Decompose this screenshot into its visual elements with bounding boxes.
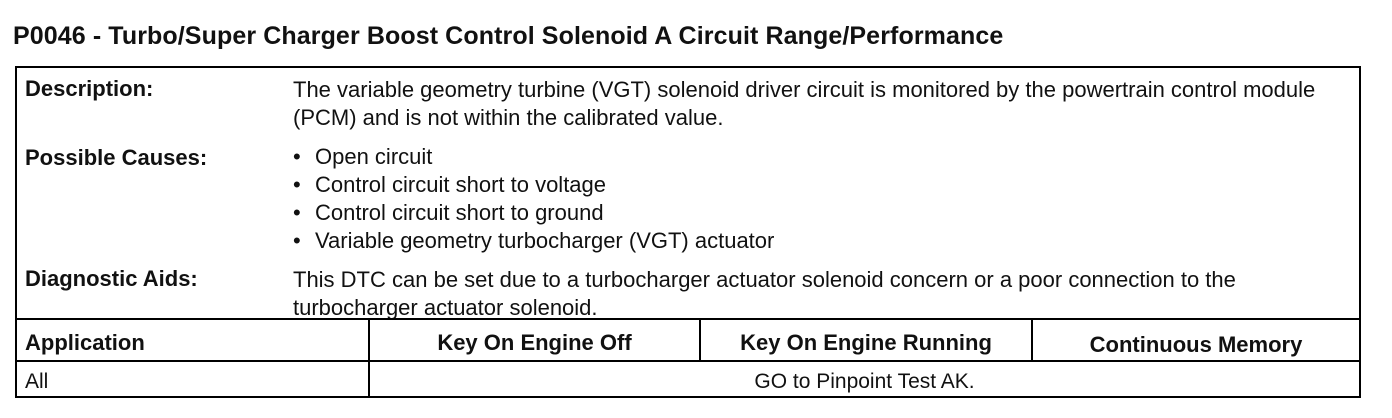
cause-item: • Control circuit short to voltage: [293, 171, 1353, 199]
table-cell-action: GO to Pinpoint Test AK.: [754, 370, 975, 393]
table-cell-application: All: [25, 370, 49, 393]
dtc-info-box: [15, 66, 1361, 398]
table-header-application: Application: [25, 330, 145, 355]
cause-item: • Control circuit short to ground: [293, 199, 1353, 227]
description-label: Description:: [25, 76, 154, 101]
table-header-continuous-memory: Continuous Memory: [1089, 332, 1303, 357]
cause-item: • Variable geometry turbocharger (VGT) actuator: [293, 227, 1353, 255]
possible-causes-list: [293, 143, 1353, 255]
possible-causes-label: Possible Causes:: [25, 145, 208, 170]
diagnostic-aids-label: Diagnostic Aids:: [25, 266, 198, 291]
table-header-koer: Key On Engine Running: [740, 330, 992, 355]
cause-item: • Open circuit: [293, 143, 1353, 171]
possible-causes-list-container: [293, 143, 1353, 255]
page-title: P0046 - Turbo/Super Charger Boost Control Solenoid A Circuit Range/Performance: [13, 22, 1004, 50]
table-header-koeo: Key On Engine Off: [437, 330, 632, 355]
description-text: The variable geometry turbine (VGT) solenoid driver circuit is monitored by the powertrain control module (PCM) and is not within the calibrated value.: [293, 77, 1316, 130]
diagnostic-aids-text: This DTC can be set due to a turbocharger actuator solenoid concern or a poor connection to the turbocharger actuator solenoid.: [293, 267, 1236, 320]
table-top-divider: [17, 318, 1359, 320]
